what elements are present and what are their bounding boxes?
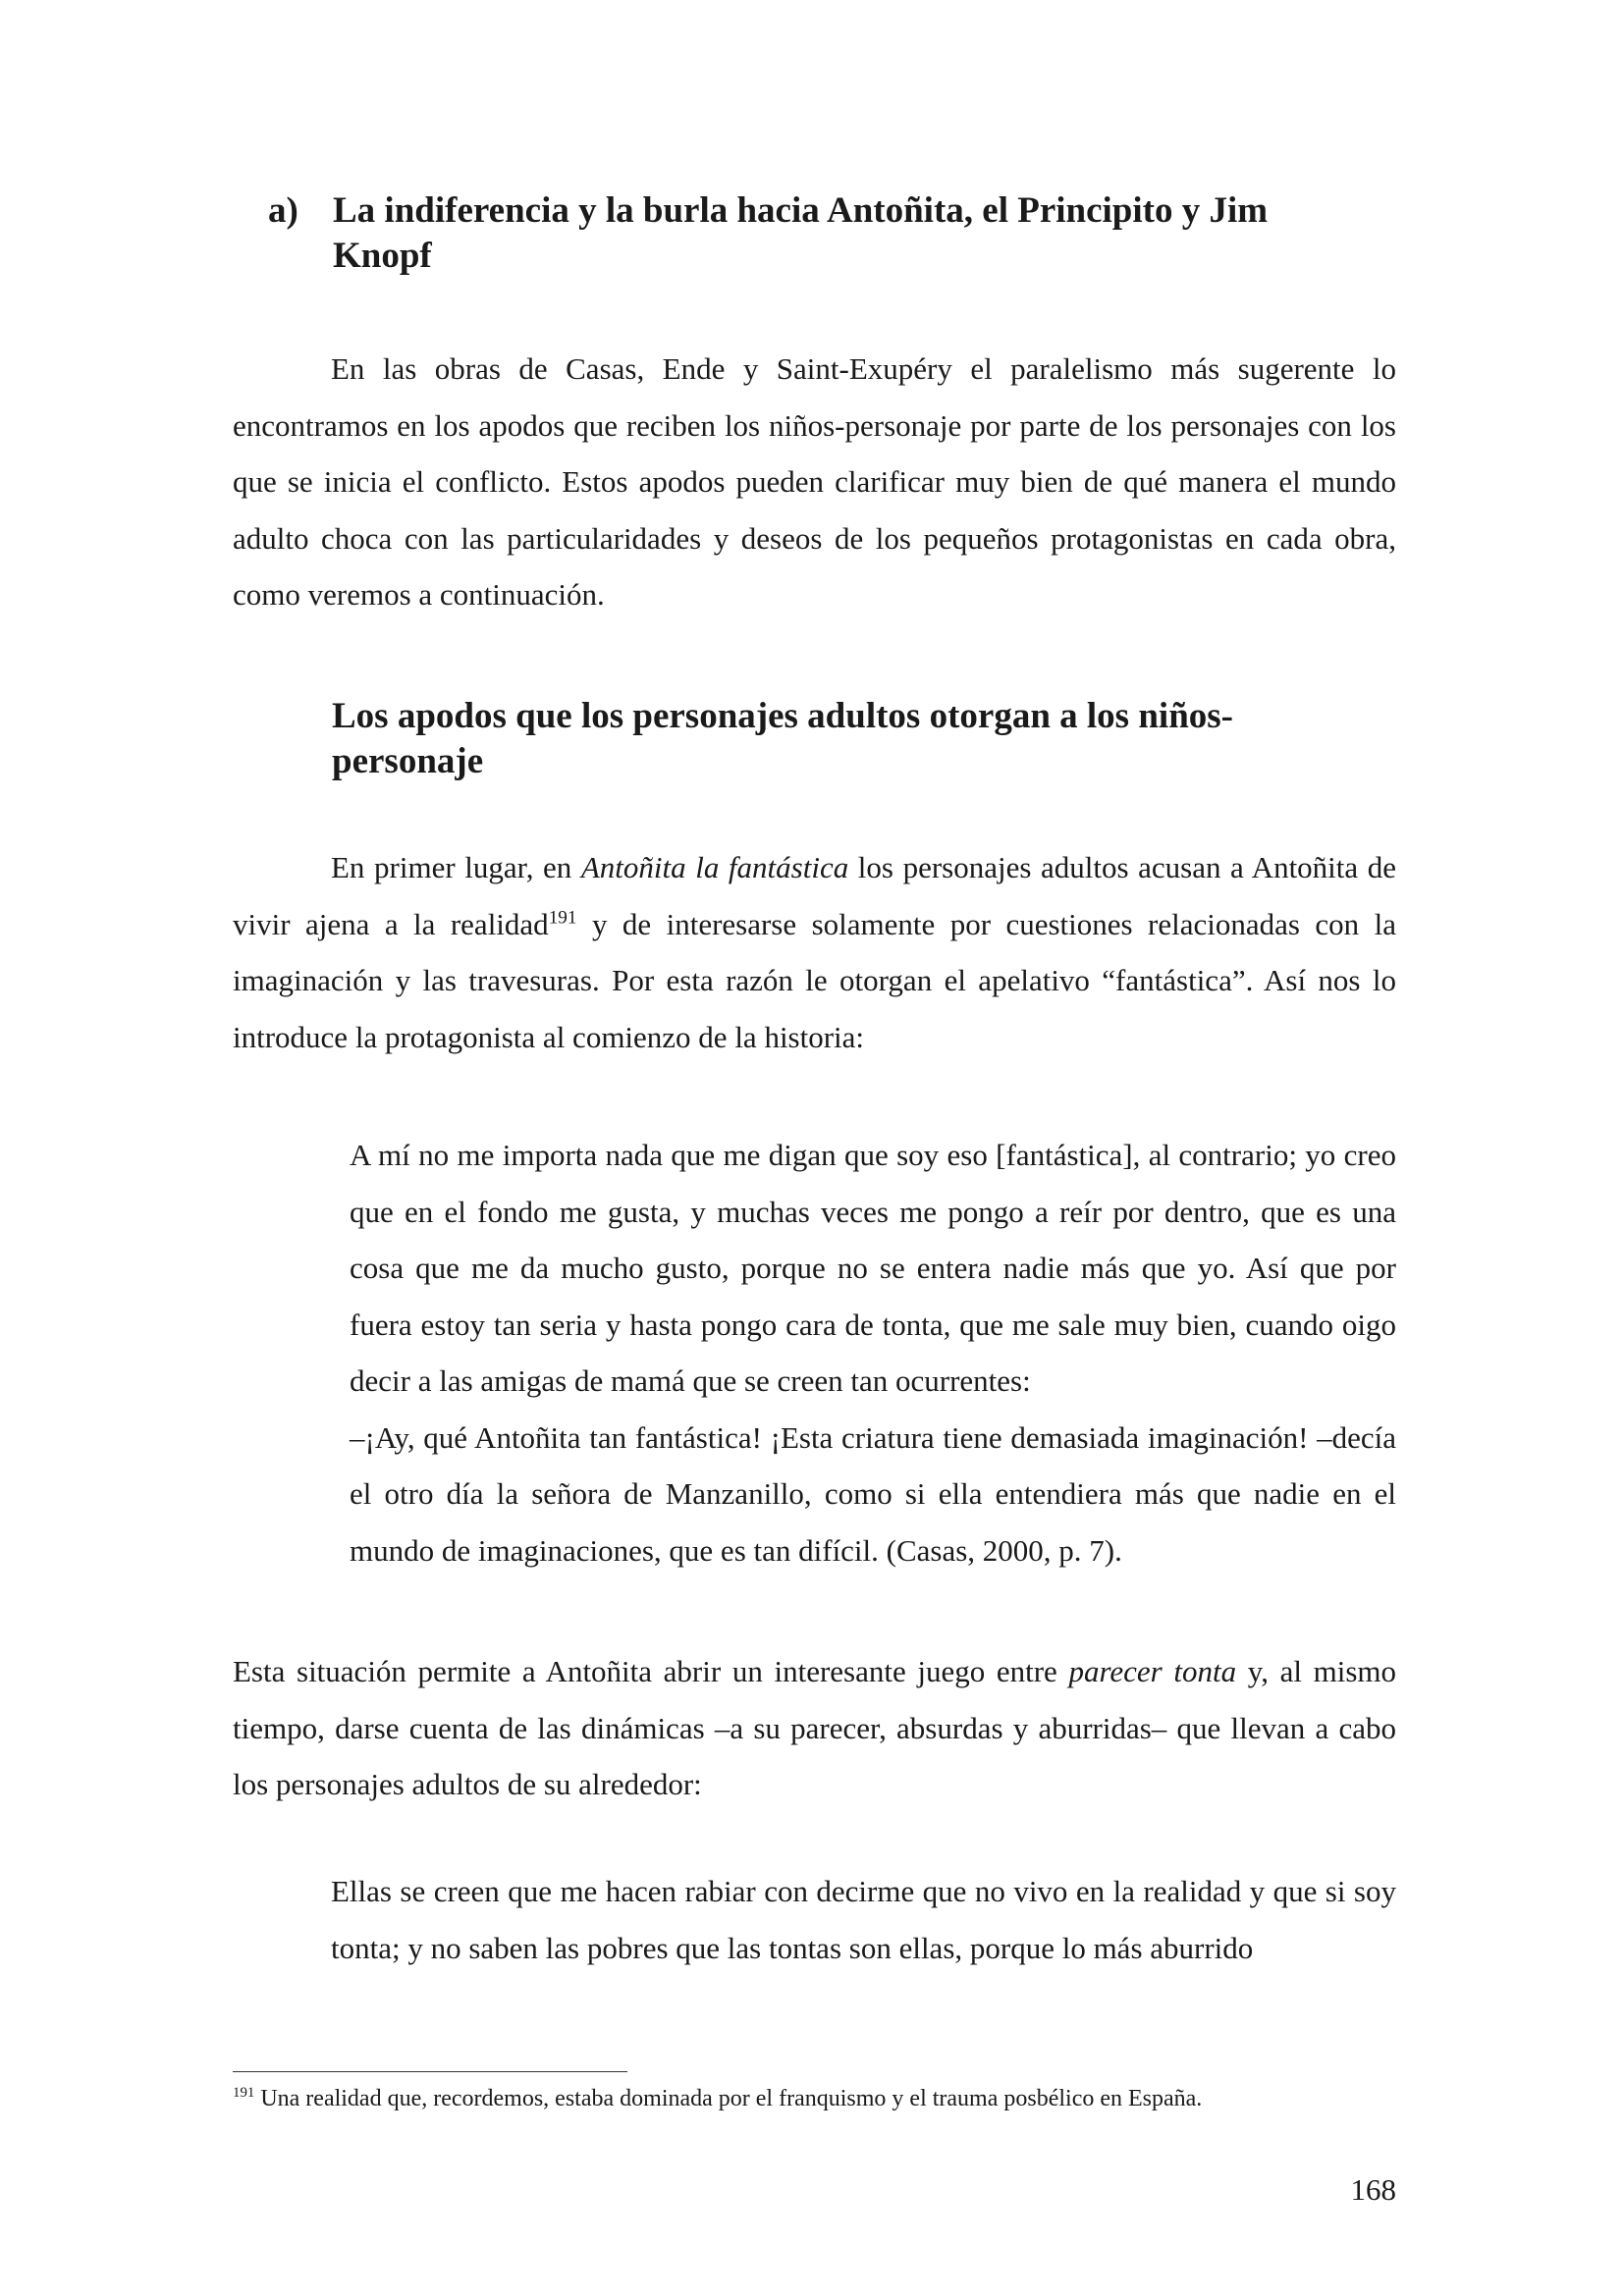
footnote <box>233 2082 1396 2115</box>
paragraph-2-text: los personajes adultos acusan a Antoñita de vivir ajena a la realidad <box>233 850 1397 941</box>
footnote-divider <box>233 2071 627 2072</box>
page-number: 168 <box>1350 2172 1396 2207</box>
paragraph-2 <box>233 839 1396 1065</box>
intro-paragraph: En las obras de Casas, Ende y Saint-Exupéry el paralelismo más sugerente lo encontramos en los apodos que reciben los niños-personaje por parte de los personajes con los que se inicia el conflicto. Estos apodos pueden clarificar muy bien de qué manera el mundo adulto choca con las particularidades y deseos de los pequeños protagonistas en cada obra, como veremos a continuación. <box>233 351 1396 612</box>
footnote-reference: 191 <box>548 907 577 929</box>
footnote-number: 191 <box>233 2085 255 2101</box>
paragraph-3 <box>233 1643 1396 1813</box>
footnote-text: Una realidad que, recordemos, estaba dominada por el franquismo y el trauma posbélico en España. <box>254 2086 1203 2111</box>
paragraph-3-text: y, al mismo tiempo, darse cuenta de las dinámicas –a su parecer, absurdas y aburridas– que llevan a cabo los personajes adultos de su alrededor: <box>233 1654 1397 1801</box>
quote-1-part-2: –¡Ay, qué Antoñita tan fantástica! ¡Esta criatura tiene demasiada imaginación! –decía el otro día la señora de Manzanillo, como si ella entendiera más que nadie en el mundo de imaginaciones, que es tan difícil. (Casas, 2000, p. 7). <box>350 1419 1396 1568</box>
section-title: La indiferencia y la burla hacia Antoñita, el Principito y Jim Knopf <box>333 190 1269 276</box>
quote-2-text: Ellas se creen que me hacen rabiar con decirme que no vivo en la realidad y que si soy tonta; y no saben las pobres que las tontas son ellas, porque lo más aburrido <box>331 1874 1396 1965</box>
italic-phrase: parecer tonta <box>1068 1654 1237 1688</box>
book-title: Antoñita la fantástica <box>580 850 849 884</box>
paragraph-2-text: y de interesarse solamente por cuestiones relacionadas con la imaginación y las travesuras. Por esta razón le otorgan el apelativo “fantástica”. Así nos lo introduce la protagonista al comienzo de la historia: <box>233 906 1396 1054</box>
paragraph-2-text: En primer lugar, en <box>331 850 581 884</box>
quote-1-part-1: A mí no me importa nada que me digan que soy eso [fantástica], al contrario; yo creo que en el fondo me gusta, y muchas veces me pongo a reír por dentro, que es una cosa que me da mucho gusto, porque no se entera nadie más que yo. Así que por fuera estoy tan seria y hasta pongo cara de tonta, que me sale muy bien, cuando oigo decir a las amigas de mamá que se creen tan ocurrentes: <box>350 1138 1396 1398</box>
block-quote-1 <box>350 1127 1396 1578</box>
subheading: Los apodos que los personajes adultos otorgan a los niños-personaje <box>332 696 1233 781</box>
paragraph-3-text: Esta situación permite a Antoñita abrir un interesante juego entre <box>233 1654 1069 1688</box>
block-quote-2 <box>331 1863 1396 1976</box>
section-marker: a) <box>268 190 298 231</box>
